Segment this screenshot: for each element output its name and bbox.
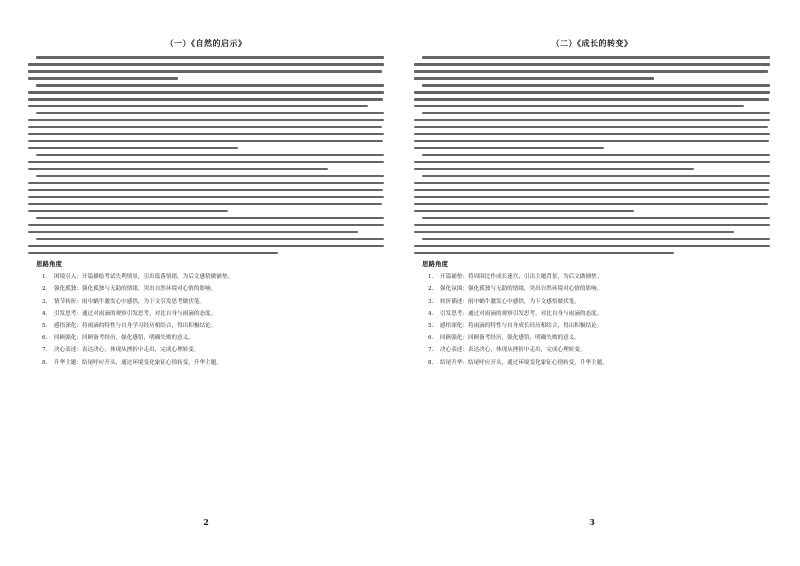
paragraph xyxy=(414,238,770,255)
outline-item: 8. 升华主题：结尾呼应开头，通过环境变化象征心情转变，升华主题。 xyxy=(42,359,222,366)
paragraph xyxy=(414,56,770,80)
essay-body xyxy=(414,56,770,254)
essay-body xyxy=(28,56,384,254)
outline-item: 6. 回顾强化：回顾备考经历，强化感悟，明确失败的意义。 xyxy=(42,335,194,342)
outline-item: 2. 强化孤独：强化孤独与无助的情绪，突出自然环境对心情的影响。 xyxy=(42,286,217,293)
paragraph xyxy=(28,112,384,150)
paragraph xyxy=(414,154,770,171)
outline-item: 7. 决心表述：表达决心，体现从挫折中走出，完成心理转变。 xyxy=(428,347,586,354)
paragraph xyxy=(414,112,770,150)
outline-item: 7. 决心表述：表达决心，体现从挫折中走出，完成心理转变。 xyxy=(42,347,200,354)
section-heading: 思路角度 xyxy=(422,260,448,269)
outline-item: 4. 引发思考：通过对雨滴的观察引发思考，对比自身与雨滴的态度。 xyxy=(428,310,603,317)
outline-item: 3. 转折插述：雨中蜗牛激发心中感悟，为下文感悟做伏笔。 xyxy=(428,298,580,305)
outline-item: 8. 结尾升华：结尾呼应开头，通过环境变化象征心情转变，升华主题。 xyxy=(428,359,608,366)
outline-list xyxy=(28,271,384,369)
paragraph xyxy=(28,175,384,213)
page-number: 3 xyxy=(589,517,595,527)
essay-title: （一）《自然的启示》 xyxy=(165,38,247,48)
section-heading: 思路角度 xyxy=(36,260,62,269)
paragraph xyxy=(28,154,384,171)
outline-item: 3. 情节转折：雨中蜗牛激发心中感悟，为下文引发思考做伏笔。 xyxy=(42,298,206,305)
outline-item: 4. 引发思考：通过对雨滴的观察引发思考，对比自身与雨滴的态度。 xyxy=(42,310,217,317)
paragraph xyxy=(28,84,384,108)
right-page xyxy=(414,30,770,535)
page-number: 2 xyxy=(203,517,209,527)
outline-item: 5. 感悟深化：将雨滴的特性与自身学习经历相结合，得出积极结论。 xyxy=(42,322,217,329)
outline-item: 6. 回顾强化：回顾备考经历，强化感悟，明确失败的意义。 xyxy=(428,335,580,342)
paragraph xyxy=(28,56,384,80)
paragraph xyxy=(414,175,770,213)
paragraph xyxy=(414,217,770,234)
outline-item: 1. 困境引入：开篇描绘考试失利情景，引出低落情绪，为后文感悟做铺垫。 xyxy=(42,274,234,281)
paragraph xyxy=(28,238,384,255)
outline-item: 5. 感悟深化：将雨滴的特性与自身成长经历相结合，得出积极结论。 xyxy=(428,322,603,329)
essay-title: （二）《成长的转变》 xyxy=(551,38,633,48)
outline-item: 2. 强化氛围：强化孤独与无助的情绪，突出自然环境对心情的影响。 xyxy=(428,286,603,293)
outline-list xyxy=(414,271,770,369)
paragraph xyxy=(414,84,770,108)
paragraph xyxy=(28,217,384,234)
outline-item: 1. 开篇铺垫：将周围比作成长迷宫，引出主题背景，为后文做铺垫。 xyxy=(428,274,603,281)
left-page xyxy=(28,30,384,535)
